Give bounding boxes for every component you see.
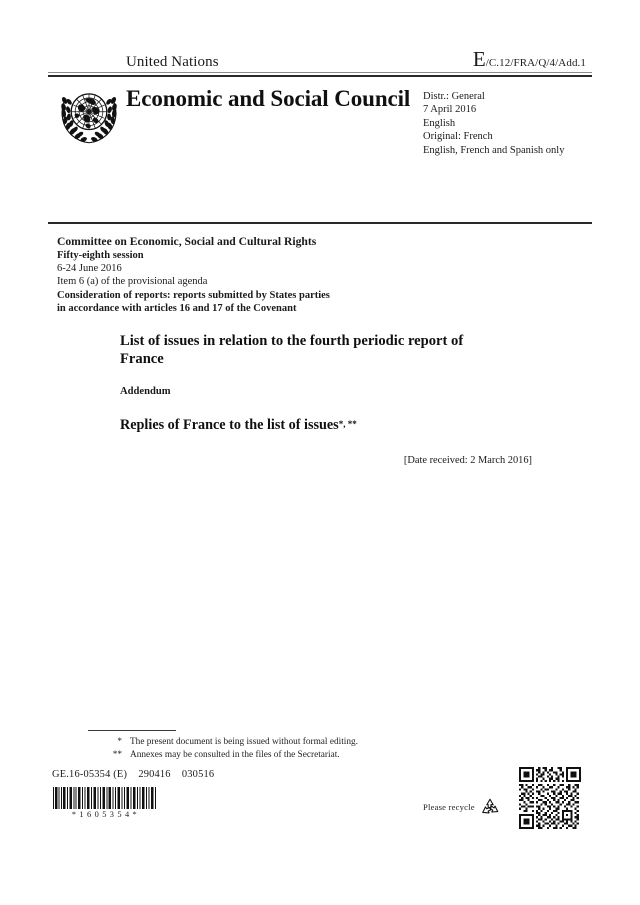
agenda-title-line1: Consideration of reports: reports submitted by States parties (57, 289, 330, 301)
document-title: List of issues in relation to the fourth periodic report of France (120, 333, 464, 368)
recycle-label: Please recycle (423, 802, 475, 812)
job-number: GE.16-05354 (E) 290416 030516 (52, 769, 215, 780)
agenda-title-line2: in accordance with articles 16 and 17 of the Covenant (57, 302, 297, 314)
committee-session-dates: 6-24 June 2016 (57, 263, 122, 275)
recycle-block (423, 797, 501, 817)
distribution-type: Distr.: General (423, 91, 485, 102)
footnote-list (96, 736, 516, 762)
barcode-icon (52, 787, 158, 809)
document-subtitle (120, 417, 540, 434)
document-subtitle-text: Replies of France to the list of issues (120, 417, 339, 434)
organization-name: United Nations (126, 54, 219, 70)
distribution-block (423, 90, 564, 157)
agenda-item: Item 6 (a) of the provisional agenda (57, 276, 208, 288)
date-received: [Date received: 2 March 2016] (403, 455, 532, 467)
distribution-original: Original: French (423, 131, 493, 143)
distribution-languages-only: English, French and Spanish only (423, 144, 565, 156)
committee-block (57, 234, 577, 315)
masthead (48, 48, 592, 70)
document-symbol (473, 49, 586, 70)
addendum-label: Addendum (120, 386, 171, 398)
footnote-mark: * (117, 737, 122, 747)
footnote-divider (88, 730, 176, 731)
qr-code-icon (519, 767, 581, 829)
footnote-item (96, 736, 516, 749)
masthead-divider (48, 72, 592, 77)
barcode-text: *1605354* (71, 810, 141, 819)
footnote-item (96, 749, 516, 762)
document-symbol-prefix: E (472, 47, 486, 71)
council-row (48, 80, 592, 162)
recycle-icon (479, 797, 501, 817)
committee-session: Fifty-eighth session (57, 250, 144, 261)
distribution-language: English (423, 117, 456, 129)
title-block (120, 332, 540, 466)
footnote-text: Annexes may be consulted in the files of the Secretariat. (130, 750, 340, 760)
subtitle-footnote-marks: *, ** (338, 419, 357, 430)
committee-divider (48, 222, 592, 224)
footnote-mark: ** (112, 750, 122, 760)
footnote-text: The present document is being issued without formal editing. (130, 737, 358, 747)
masthead-top-row (48, 48, 592, 70)
committee-name: Committee on Economic, Social and Cultural Rights (57, 235, 317, 248)
barcode-block (52, 787, 158, 819)
distribution-date: 7 April 2016 (423, 104, 477, 116)
document-symbol-rest: /C.12/FRA/Q/4/Add.1 (485, 57, 586, 69)
un-emblem-icon (56, 82, 122, 148)
body-name: Economic and Social Council (126, 86, 411, 111)
